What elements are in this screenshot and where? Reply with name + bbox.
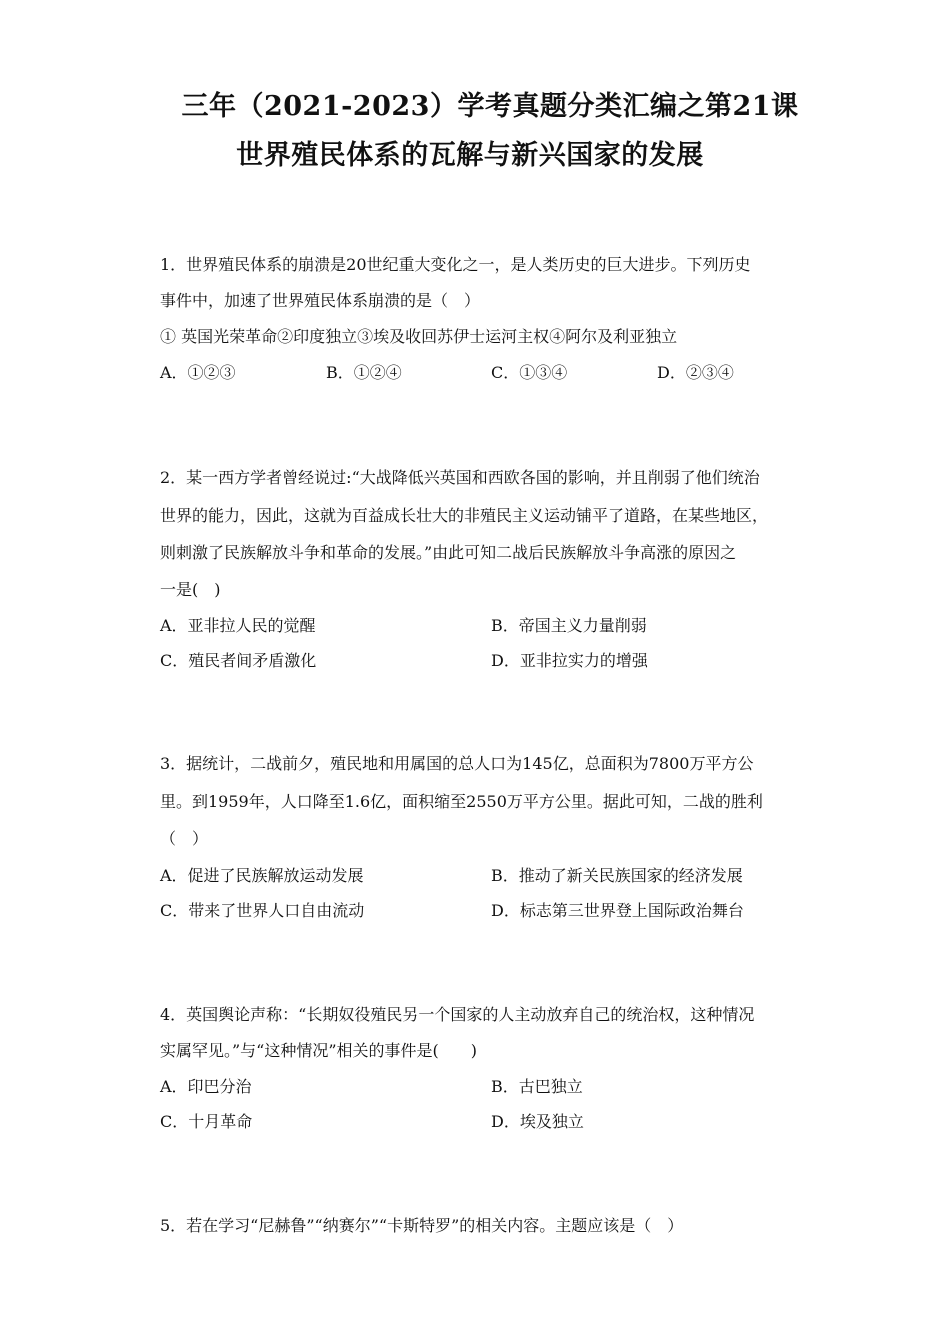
- option-d[interactable]: D．②③④: [657, 363, 734, 382]
- option-c[interactable]: C．①③④: [491, 363, 568, 382]
- question-stem-line: 2．某一西方学者曾经说过:“大战降低兴英国和西欧各国的影响，并且削弱了他们统治: [160, 468, 760, 487]
- question-stem-line: （ ）: [160, 829, 209, 848]
- option-a[interactable]: A．亚非拉人民的觉醒: [160, 616, 316, 635]
- question-stem-line: 世界的能力，因此，这就为百益成长壮大的非殖民主义运动铺平了道路，在某些地区，: [160, 506, 769, 525]
- option-a[interactable]: A．①②③: [160, 363, 236, 382]
- question-stem-line: 1．世界殖民体系的崩溃是20世纪重大变化之一，是人类历史的巨大进步。下列历史: [160, 255, 751, 274]
- option-b[interactable]: B．古巴独立: [491, 1077, 583, 1096]
- option-b[interactable]: B．帝国主义力量削弱: [491, 616, 647, 635]
- question-stem-line: 一是( ): [160, 580, 221, 599]
- question-stem-line: 4．英国舆论声称：“长期奴役殖民另一个国家的人主动放弃自己的统治权，这种情况: [160, 1005, 755, 1024]
- question-stem-line: 则刺激了民族解放斗争和革命的发展。”由此可知二战后民族解放斗争高涨的原因之: [160, 543, 737, 562]
- option-d[interactable]: D．亚非拉实力的增强: [491, 651, 648, 670]
- option-b[interactable]: B．推动了新关民族国家的经济发展: [491, 866, 743, 885]
- option-c[interactable]: C．带来了世界人口自由流动: [160, 901, 365, 920]
- question-stem-line: 里。到1959年，人口降至1.6亿，面积缩至2550万平方公里。据此可知，二战的胜利: [160, 792, 763, 811]
- option-a[interactable]: A．印巴分治: [160, 1077, 252, 1096]
- question-stem-line: 实属罕见。”与“这种情况”相关的事件是( ): [160, 1041, 478, 1060]
- option-d[interactable]: D．标志第三世界登上国际政治舞台: [491, 901, 744, 920]
- option-c[interactable]: C．十月革命: [160, 1112, 253, 1131]
- document-title-line-2: 世界殖民体系的瓦解与新兴国家的发展: [236, 140, 704, 171]
- question-stem-line: ① 英国光荣革命②印度独立③埃及收回苏伊士运河主权④阿尔及利亚独立: [160, 327, 678, 346]
- document-title-line-1: 三年（2021-2023）学考真题分类汇编之第21课: [181, 91, 799, 122]
- question-stem-line: 3．据统计，二战前夕，殖民地和用属国的总人口为145亿，总面积为7800万平方公: [160, 754, 754, 773]
- option-a[interactable]: A．促进了民族解放运动发展: [160, 866, 364, 885]
- option-d[interactable]: D．埃及独立: [491, 1112, 584, 1131]
- question-stem-line: 5．若在学习“尼赫鲁”“纳赛尔”“卡斯特罗”的相关内容。主题应该是（ ）: [160, 1216, 684, 1235]
- question-stem-line: 事件中，加速了世界殖民体系崩溃的是（ ）: [160, 291, 481, 310]
- option-c[interactable]: C．殖民者间矛盾激化: [160, 651, 317, 670]
- option-b[interactable]: B．①②④: [326, 363, 402, 382]
